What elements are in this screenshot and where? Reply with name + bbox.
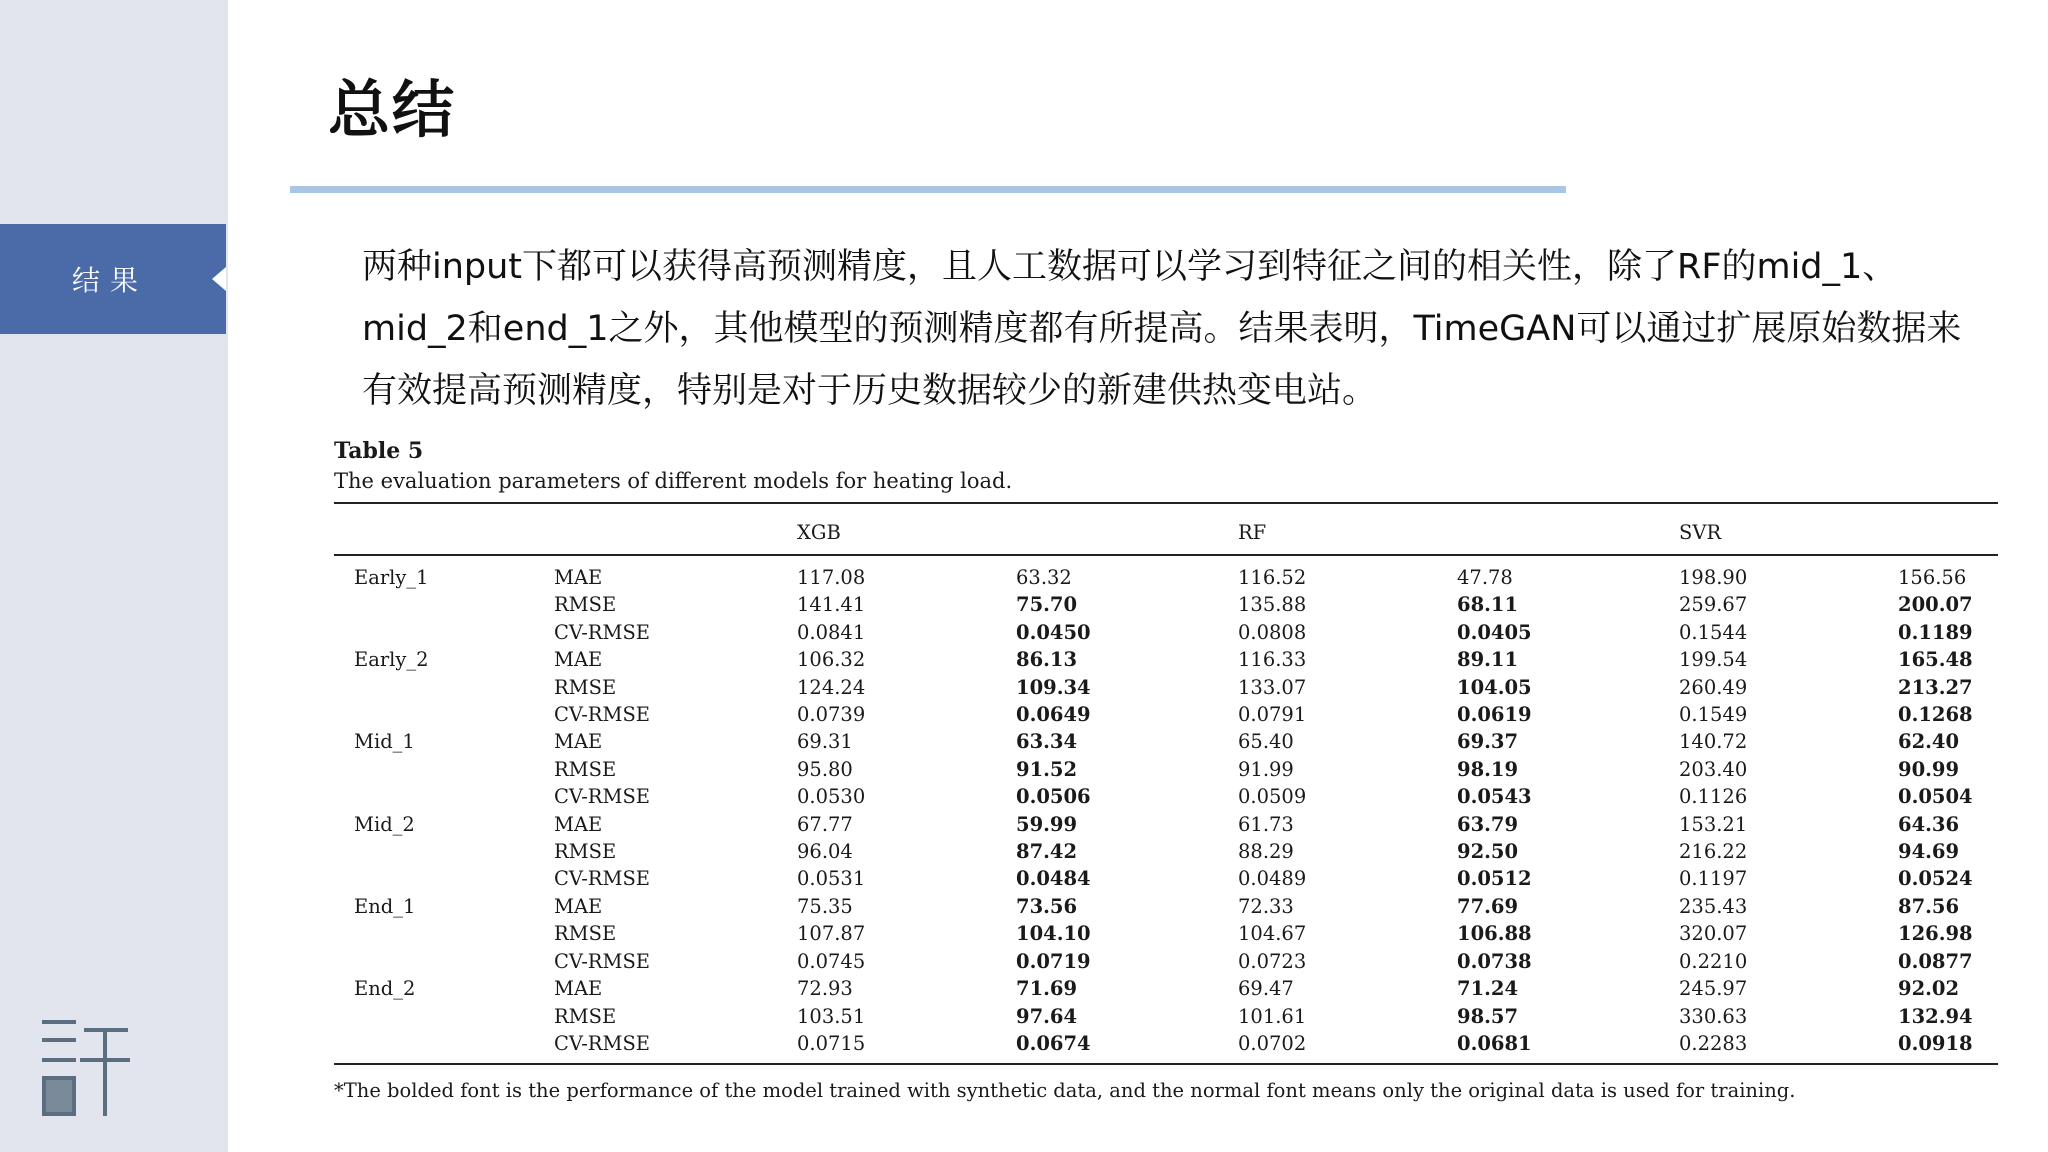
- table-cell: 213.27: [1898, 675, 1973, 699]
- table-cell: 71.24: [1457, 977, 1519, 1001]
- table-cell: 0.1549: [1679, 703, 1748, 727]
- row-metric-label: CV-RMSE: [554, 867, 651, 891]
- table-cell: 75.70: [1016, 593, 1078, 617]
- table-row: [334, 838, 1998, 865]
- row-group-label: End_1: [354, 894, 416, 918]
- row-metric-label: RMSE: [554, 675, 617, 699]
- table-cell: 69.37: [1457, 730, 1519, 754]
- table-cell: 0.0489: [1238, 867, 1307, 891]
- table-label: Table 5: [334, 438, 424, 464]
- row-metric-label: MAE: [554, 812, 603, 836]
- row-group-label: Early_1: [354, 566, 429, 589]
- table-cell: 0.0715: [797, 1031, 866, 1055]
- row-group-label: [334, 591, 554, 618]
- table-cell: 0.0681: [1457, 1031, 1532, 1055]
- table-cell: 203.40: [1679, 757, 1748, 781]
- table-cell: 65.40: [1238, 730, 1294, 754]
- table-row: [334, 1030, 1998, 1064]
- table-cell: 0.0719: [1016, 949, 1091, 973]
- row-group-label: End_2: [354, 977, 416, 1001]
- table-row: [334, 555, 1998, 591]
- table-cell: 98.19: [1457, 757, 1519, 781]
- table-cell: 0.2210: [1679, 949, 1748, 973]
- table-cell: 0.0450: [1016, 620, 1091, 644]
- table-cell: 92.50: [1457, 840, 1519, 864]
- header-rf: RF: [1238, 503, 1679, 555]
- row-group-label: [334, 756, 554, 783]
- table-cell: 0.0791: [1238, 703, 1307, 727]
- table-cell: 101.61: [1238, 1004, 1307, 1028]
- table-cell: 97.64: [1016, 1004, 1078, 1028]
- logo-icon: [40, 1018, 130, 1118]
- table-cell: 86.13: [1016, 648, 1078, 672]
- row-group-label: Mid_1: [354, 730, 415, 754]
- table-cell: 0.0506: [1016, 785, 1091, 809]
- row-group-label: Early_2: [354, 648, 429, 672]
- sidebar-item-results[interactable]: [0, 224, 226, 334]
- row-metric-label: RMSE: [554, 757, 617, 781]
- table-cell: 63.34: [1016, 730, 1078, 754]
- row-group-label: [334, 865, 554, 892]
- row-metric-label: RMSE: [554, 922, 617, 946]
- table-cell: 0.0524: [1898, 867, 1973, 891]
- title-divider: [290, 186, 1566, 193]
- row-group-label: [334, 619, 554, 646]
- table-cell: 141.41: [797, 593, 866, 617]
- table-cell: 0.0512: [1457, 867, 1532, 891]
- table-cell: 104.05: [1457, 675, 1532, 699]
- table-cell: 132.94: [1898, 1004, 1973, 1028]
- table-cell: 0.0723: [1238, 949, 1307, 973]
- row-group-label: [334, 948, 554, 975]
- table-cell: 91.52: [1016, 757, 1078, 781]
- table-row: [334, 756, 1998, 783]
- table-row: [334, 591, 1998, 618]
- table-cell: 87.42: [1016, 840, 1078, 864]
- row-group-label: Mid_2: [354, 812, 415, 836]
- table-cell: 59.99: [1016, 812, 1078, 836]
- table-cell: 107.87: [797, 922, 866, 946]
- active-indicator-arrow-icon: [212, 267, 226, 291]
- table-cell: 0.0739: [797, 703, 866, 727]
- table-cell: 71.69: [1016, 977, 1078, 1001]
- table-row: [334, 975, 1998, 1002]
- table-cell: 89.11: [1457, 648, 1519, 672]
- table-cell: 0.1197: [1679, 867, 1748, 891]
- table-cell: 0.1126: [1679, 785, 1748, 809]
- table-cell: 0.0405: [1457, 620, 1532, 644]
- row-metric-label: MAE: [554, 566, 603, 589]
- row-group-label: [334, 920, 554, 947]
- table-cell: 245.97: [1679, 977, 1748, 1001]
- table-cell: 77.69: [1457, 894, 1519, 918]
- table-row: [334, 646, 1998, 673]
- table-cell: 200.07: [1898, 593, 1973, 617]
- table-cell: 47.78: [1457, 566, 1513, 589]
- row-metric-label: MAE: [554, 730, 603, 754]
- table-cell: 135.88: [1238, 593, 1307, 617]
- table-cell: 124.24: [797, 675, 866, 699]
- table-cell: 117.08: [797, 566, 866, 589]
- table-note: *The bolded font is the performance of the model trained with synthetic data, and the normal font means only the original data is used for training.: [334, 1079, 1796, 1103]
- row-group-label: [334, 701, 554, 728]
- table-cell: 109.34: [1016, 675, 1091, 699]
- table-cell: 260.49: [1679, 675, 1748, 699]
- row-group-label: [334, 674, 554, 701]
- table-cell: 0.0738: [1457, 949, 1532, 973]
- table-cell: 0.0745: [797, 949, 866, 973]
- table-cell: 95.80: [797, 757, 853, 781]
- table-cell: 87.56: [1898, 894, 1960, 918]
- table-row: [334, 728, 1998, 755]
- table-row: [334, 674, 1998, 701]
- table-cell: 75.35: [797, 894, 853, 918]
- row-metric-label: CV-RMSE: [554, 785, 651, 809]
- table-row: [334, 865, 1998, 892]
- row-metric-label: CV-RMSE: [554, 703, 651, 727]
- table-cell: 92.02: [1898, 977, 1960, 1001]
- row-group-label: [334, 1003, 554, 1030]
- table-cell: 64.36: [1898, 812, 1960, 836]
- table-cell: 0.0877: [1898, 949, 1973, 973]
- table-cell: 106.32: [797, 648, 866, 672]
- table-row: [334, 701, 1998, 728]
- table-cell: 126.98: [1898, 922, 1973, 946]
- page-title: 总结: [328, 73, 457, 146]
- table-cell: 104.10: [1016, 922, 1091, 946]
- table-cell: 140.72: [1679, 730, 1748, 754]
- table-cell: 0.0509: [1238, 785, 1307, 809]
- table-cell: 103.51: [797, 1004, 866, 1028]
- table-cell: 199.54: [1679, 648, 1748, 672]
- table-cell: 72.93: [797, 977, 853, 1001]
- table-cell: 72.33: [1238, 894, 1294, 918]
- table-cell: 198.90: [1679, 566, 1748, 589]
- table-cell: 106.88: [1457, 922, 1532, 946]
- row-group-label: [334, 783, 554, 810]
- row-group-label: [334, 1030, 554, 1064]
- row-metric-label: RMSE: [554, 1004, 617, 1028]
- row-metric-label: RMSE: [554, 840, 617, 864]
- table-cell: 235.43: [1679, 894, 1748, 918]
- table-cell: 0.1268: [1898, 703, 1973, 727]
- table-cell: 67.77: [797, 812, 853, 836]
- table-cell: 63.32: [1016, 566, 1072, 589]
- table-cell: 156.56: [1898, 566, 1967, 589]
- summary-paragraph: 两种input下都可以获得高预测精度，且人工数据可以学习到特征之间的相关性，除了RF的mid_1、mid_2和end_1之外，其他模型的预测精度都有所提高。结果表明，TimeGAN可以通过扩展原始数据来有效提高预测精度，特别是对于历史数据较少的新建供热变电站。: [362, 247, 1962, 411]
- table-cell: 73.56: [1016, 894, 1078, 918]
- table-cell: 165.48: [1898, 648, 1973, 672]
- table-header-row: [334, 503, 1998, 555]
- table-cell: 0.0808: [1238, 620, 1307, 644]
- results-table-figure: [334, 436, 1998, 1105]
- table-cell: 0.1189: [1898, 620, 1973, 644]
- sidebar: [0, 0, 228, 1152]
- table-caption: The evaluation parameters of different models for heating load.: [334, 469, 1013, 493]
- table-cell: 69.47: [1238, 977, 1294, 1001]
- table-cell: 0.0674: [1016, 1031, 1091, 1055]
- table-cell: 0.0841: [797, 620, 866, 644]
- table-cell: 133.07: [1238, 675, 1307, 699]
- table-cell: 0.2283: [1679, 1031, 1748, 1055]
- table-cell: 330.63: [1679, 1004, 1748, 1028]
- table-cell: 61.73: [1238, 812, 1294, 836]
- table-cell: 0.0504: [1898, 785, 1973, 809]
- table-row: [334, 619, 1998, 646]
- table-cell: 0.0619: [1457, 703, 1532, 727]
- table-cell: 0.0918: [1898, 1031, 1973, 1055]
- table-cell: 320.07: [1679, 922, 1748, 946]
- table-cell: 0.0484: [1016, 867, 1091, 891]
- table-cell: 96.04: [797, 840, 853, 864]
- sidebar-item-label: 结果: [71, 264, 148, 297]
- table-body: [334, 555, 1998, 1064]
- table-row: [334, 893, 1998, 920]
- evaluation-table: [334, 502, 1998, 1065]
- row-metric-label: MAE: [554, 648, 603, 672]
- table-cell: 98.57: [1457, 1004, 1519, 1028]
- table-cell: 216.22: [1679, 840, 1748, 864]
- table-cell: 153.21: [1679, 812, 1748, 836]
- table-cell: 94.69: [1898, 840, 1960, 864]
- table-cell: 0.0649: [1016, 703, 1091, 727]
- header-xgb: XGB: [797, 503, 1238, 555]
- table-cell: 116.33: [1238, 648, 1307, 672]
- table-cell: 0.0530: [797, 785, 866, 809]
- table-cell: 0.0702: [1238, 1031, 1307, 1055]
- table-row: [334, 920, 1998, 947]
- table-cell: 0.1544: [1679, 620, 1748, 644]
- table-cell: 62.40: [1898, 730, 1960, 754]
- table-cell: 88.29: [1238, 840, 1294, 864]
- table-row: [334, 948, 1998, 975]
- table-cell: 68.11: [1457, 593, 1519, 617]
- table-cell: 91.99: [1238, 757, 1294, 781]
- table-row: [334, 783, 1998, 810]
- table-cell: 259.67: [1679, 593, 1748, 617]
- row-metric-label: MAE: [554, 977, 603, 1001]
- table-cell: 116.52: [1238, 566, 1307, 589]
- table-cell: 0.0543: [1457, 785, 1532, 809]
- row-group-label: [334, 838, 554, 865]
- table-cell: 90.99: [1898, 757, 1960, 781]
- table-cell: 69.31: [797, 730, 853, 754]
- table-row: [334, 1003, 1998, 1030]
- header-svr: SVR: [1679, 503, 1998, 555]
- row-metric-label: CV-RMSE: [554, 620, 651, 644]
- table-cell: 104.67: [1238, 922, 1307, 946]
- row-metric-label: MAE: [554, 894, 603, 918]
- table-row: [334, 811, 1998, 838]
- table-cell: 0.0531: [797, 867, 866, 891]
- row-metric-label: CV-RMSE: [554, 1031, 651, 1055]
- table-cell: 63.79: [1457, 812, 1519, 836]
- row-metric-label: CV-RMSE: [554, 949, 651, 973]
- row-metric-label: RMSE: [554, 593, 617, 617]
